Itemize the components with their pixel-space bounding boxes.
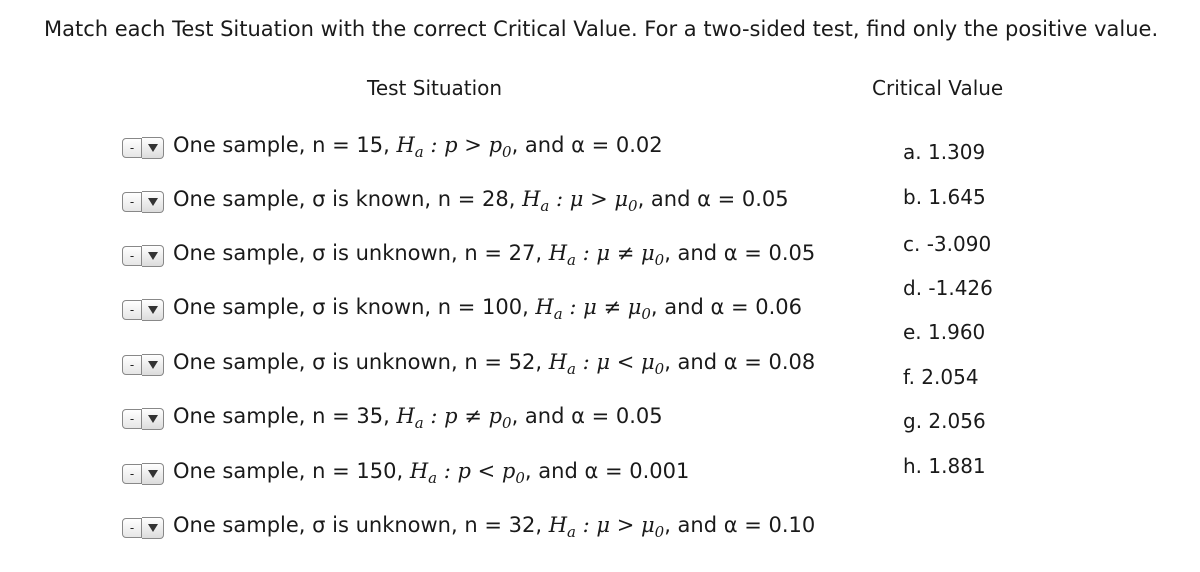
parameter-subscript: 0 (654, 250, 665, 269)
situation-description: One sample, n = 150, (173, 458, 410, 483)
parameter-subscript: 0 (502, 142, 512, 161)
situation-row (122, 404, 663, 434)
situation-description: One sample, σ is known, n = 28, (173, 186, 523, 211)
answer-dropdown[interactable] (122, 463, 164, 485)
hypothesis-symbol: H (535, 294, 554, 319)
situation-row (122, 295, 802, 325)
situation-row (122, 241, 815, 271)
dropdown-selected-value[interactable]: - (122, 464, 142, 484)
dropdown-arrow-button[interactable] (142, 137, 164, 159)
dropdown-selected-value[interactable]: - (122, 355, 142, 375)
hypothesis-expression: : μ > μ (575, 512, 655, 537)
situation-text (173, 130, 663, 167)
hypothesis-symbol: H (522, 186, 541, 211)
hypothesis-expression: : μ ≠ μ (575, 240, 655, 265)
parameter-subscript: 0 (641, 304, 651, 323)
situation-text (173, 292, 802, 329)
dropdown-selected-value[interactable]: - (122, 246, 142, 266)
triangle-down-icon (147, 414, 159, 424)
situation-row (122, 513, 815, 543)
instructions-text: Match each Test Situation with the correct Critical Value. For a two-sided test, find only the positive value. (44, 17, 1159, 41)
hypothesis-subscript: a (567, 522, 576, 541)
significance-level: , and α = 0.10 (664, 512, 816, 537)
dropdown-arrow-button[interactable] (142, 463, 164, 485)
hypothesis-subscript: a (567, 359, 576, 378)
dropdown-arrow-button[interactable] (142, 354, 164, 376)
triangle-down-icon (147, 469, 159, 479)
significance-level: , and α = 0.08 (664, 349, 816, 374)
situation-description: One sample, σ is unknown, n = 27, (173, 240, 549, 265)
situation-description: One sample, n = 35, (173, 403, 397, 428)
hypothesis-symbol: H (548, 240, 568, 265)
hypothesis-symbol: H (548, 349, 568, 374)
situation-text (173, 456, 689, 493)
situation-row (122, 133, 663, 163)
hypothesis-symbol: H (396, 132, 415, 157)
critical-value-option: e. 1.960 (903, 320, 986, 344)
situation-text (173, 347, 815, 384)
hypothesis-subscript: a (553, 304, 563, 323)
dropdown-selected-value[interactable]: - (122, 192, 142, 212)
critical-value-option: f. 2.054 (903, 365, 979, 389)
situation-text (173, 510, 815, 547)
header-critical-value: Critical Value (872, 76, 1004, 100)
hypothesis-subscript: a (540, 196, 550, 215)
situation-row (122, 187, 789, 217)
parameter-subscript: 0 (502, 413, 512, 432)
parameter-subscript: 0 (515, 468, 525, 487)
hypothesis-expression: : p ≠ p (423, 403, 503, 428)
dropdown-selected-value[interactable]: - (122, 409, 142, 429)
answer-dropdown[interactable] (122, 354, 164, 376)
parameter-subscript: 0 (628, 196, 638, 215)
situation-description: One sample, σ is known, n = 100, (173, 294, 536, 319)
significance-level: , and α = 0.06 (650, 294, 803, 319)
hypothesis-subscript: a (428, 468, 438, 487)
situation-description: One sample, σ is unknown, n = 32, (173, 512, 549, 537)
triangle-down-icon (147, 523, 159, 533)
critical-value-option: d. -1.426 (903, 276, 993, 300)
critical-value-option: c. -3.090 (903, 232, 992, 256)
significance-level: , and α = 0.05 (664, 240, 816, 265)
significance-level: , and α = 0.05 (511, 403, 663, 428)
answer-dropdown[interactable] (122, 137, 164, 159)
triangle-down-icon (147, 143, 159, 153)
hypothesis-expression: : p < p (437, 458, 516, 483)
critical-value-option: b. 1.645 (903, 185, 986, 209)
critical-value-option: h. 1.881 (903, 454, 986, 478)
significance-level: , and α = 0.001 (524, 458, 690, 483)
dropdown-arrow-button[interactable] (142, 191, 164, 213)
triangle-down-icon (147, 251, 159, 261)
significance-level: , and α = 0.02 (511, 132, 663, 157)
dropdown-selected-value[interactable]: - (122, 518, 142, 538)
situation-description: One sample, σ is unknown, n = 52, (173, 349, 549, 374)
parameter-subscript: 0 (654, 522, 665, 541)
hypothesis-symbol: H (396, 403, 415, 428)
hypothesis-symbol: H (409, 458, 429, 483)
hypothesis-expression: : μ > μ (549, 186, 629, 211)
dropdown-arrow-button[interactable] (142, 517, 164, 539)
answer-dropdown[interactable] (122, 245, 164, 267)
situation-row (122, 350, 815, 380)
critical-value-option: a. 1.309 (903, 140, 986, 164)
hypothesis-expression: : μ ≠ μ (562, 294, 642, 319)
dropdown-arrow-button[interactable] (142, 299, 164, 321)
hypothesis-expression: : μ < μ (575, 349, 655, 374)
hypothesis-subscript: a (414, 142, 424, 161)
dropdown-selected-value[interactable]: - (122, 300, 142, 320)
hypothesis-subscript: a (414, 413, 424, 432)
triangle-down-icon (147, 197, 159, 207)
answer-dropdown[interactable] (122, 408, 164, 430)
situation-text (173, 401, 663, 438)
situation-text (173, 184, 789, 221)
hypothesis-subscript: a (567, 250, 576, 269)
situation-description: One sample, n = 15, (173, 132, 397, 157)
parameter-subscript: 0 (654, 359, 665, 378)
triangle-down-icon (147, 360, 159, 370)
hypothesis-symbol: H (548, 512, 568, 537)
dropdown-arrow-button[interactable] (142, 245, 164, 267)
critical-value-option: g. 2.056 (903, 409, 986, 433)
situation-row (122, 459, 689, 489)
significance-level: , and α = 0.05 (637, 186, 789, 211)
dropdown-arrow-button[interactable] (142, 408, 164, 430)
answer-dropdown[interactable] (122, 517, 164, 539)
header-test-situation: Test Situation (367, 76, 503, 100)
dropdown-selected-value[interactable]: - (122, 138, 142, 158)
hypothesis-expression: : p > p (423, 132, 503, 157)
situation-text (173, 238, 815, 275)
answer-dropdown[interactable] (122, 299, 164, 321)
answer-dropdown[interactable] (122, 191, 164, 213)
triangle-down-icon (147, 305, 159, 315)
